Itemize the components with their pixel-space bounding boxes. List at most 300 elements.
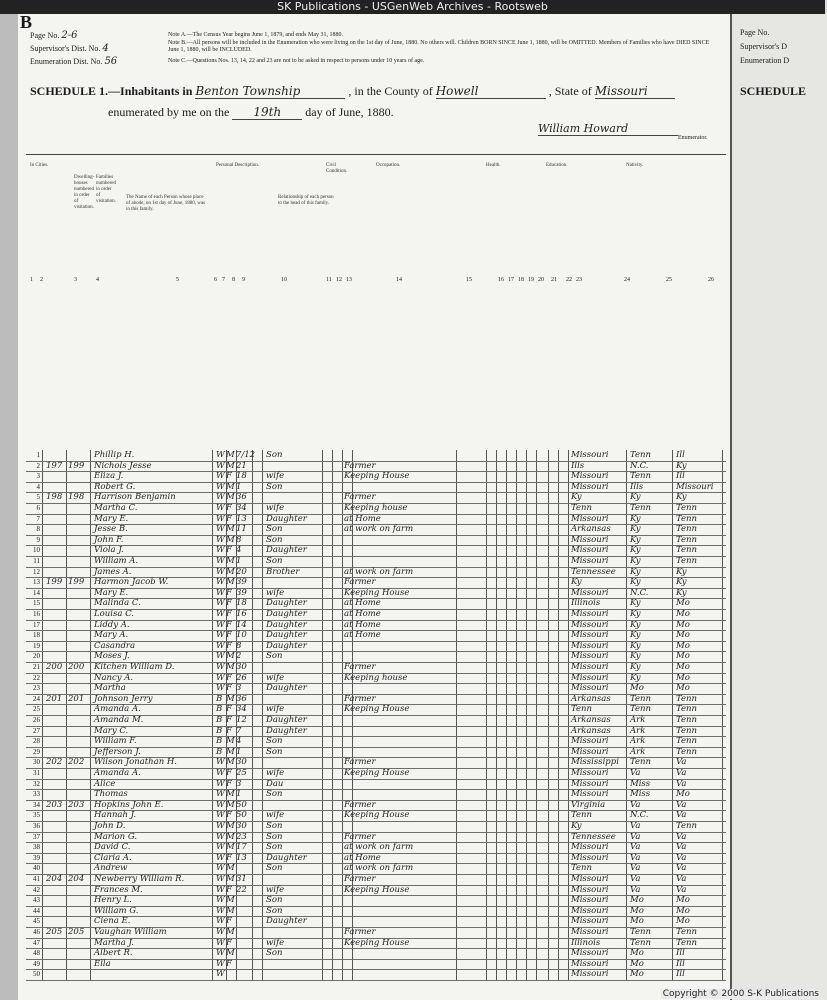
cell-bp: Tenn	[571, 863, 592, 874]
cell-bp: Illinois	[571, 937, 601, 948]
cell-mbp: Tenn	[676, 693, 697, 704]
cell-fbp: Ark	[630, 725, 646, 736]
cell-no: 6	[36, 504, 40, 512]
cell-fam: 200	[68, 662, 85, 672]
cell-no: 23	[33, 684, 40, 693]
page-no-value: 2-6	[61, 30, 78, 41]
cell-rel: Son	[266, 789, 283, 800]
adjacent-page-sliver	[730, 14, 827, 1000]
cell-fbp: Ky	[630, 651, 641, 662]
cell-bp: Missouri	[571, 587, 609, 598]
cell-s: M	[226, 842, 235, 853]
note-c: Note C.—Questions Nos. 13, 14, 22 and 23 are not to be asked in respect to persons under 10 years of age.	[168, 58, 425, 64]
cell-s: F	[226, 503, 232, 513]
cell-no: 24	[33, 694, 40, 703]
cell-bp: Missouri	[571, 746, 609, 757]
cell-s: F	[226, 545, 232, 556]
table-row	[26, 832, 726, 843]
cell-s: M	[226, 874, 235, 884]
cell-occ: Farmer	[344, 799, 376, 810]
table-row	[26, 810, 726, 821]
cell-bp: Missouri	[571, 852, 609, 863]
cell-no: 13	[33, 578, 40, 587]
cell-name: William A.	[94, 556, 139, 566]
cell-c: W	[216, 640, 225, 651]
cell-fbp: Mo	[630, 948, 644, 959]
cell-c: B	[216, 746, 223, 757]
cell-rel: Son	[266, 905, 283, 916]
cell-no: 16	[33, 610, 40, 618]
enumerator-label: Enumerator.	[678, 135, 708, 141]
cell-a: 30	[236, 662, 247, 672]
cell-bp: Missouri	[571, 948, 609, 959]
header-relationship: Relationship of each person to the head of this family.	[278, 195, 334, 206]
column-number-12: 12	[336, 277, 342, 283]
next-enumeration: Enumeration D	[740, 56, 790, 65]
cell-c: B	[216, 715, 223, 725]
table-row	[26, 736, 726, 747]
cell-bp: Tenn	[571, 810, 592, 821]
cell-s: F	[226, 715, 232, 725]
cell-mbp: Va	[676, 768, 687, 778]
cell-s: M	[226, 577, 235, 588]
column-number-22: 22	[566, 277, 572, 283]
cell-fbp: Tenn	[630, 937, 651, 948]
table-row	[26, 895, 726, 906]
cell-mbp: Tenn	[676, 534, 697, 545]
table-row	[26, 821, 726, 832]
cell-occ: Farmer	[344, 831, 376, 842]
cell-fam: 204	[68, 874, 85, 884]
cell-s: M	[226, 460, 235, 471]
cell-a: 3	[236, 683, 242, 694]
cell-fam: 199	[68, 577, 85, 588]
cell-s: F	[226, 683, 232, 694]
cell-mbp: Mo	[676, 630, 690, 641]
cell-mbp: Tenn	[676, 503, 697, 513]
cell-bp: Ky	[571, 492, 582, 503]
table-row	[26, 673, 726, 684]
cell-bp: Arkansas	[571, 524, 611, 535]
cell-occ: Farmer	[344, 874, 376, 884]
cell-fbp: Ky	[630, 545, 641, 556]
next-schedule: SCHEDULE	[740, 84, 807, 98]
cell-mbp: Va	[676, 778, 687, 789]
county-label: , in the County of	[348, 84, 433, 98]
cell-bp: Tenn	[571, 503, 592, 513]
cell-a: 12	[236, 715, 247, 725]
cell-s: F	[226, 725, 232, 736]
column-number-25: 25	[666, 277, 672, 283]
cell-c: B	[216, 736, 223, 747]
cell-name: Nancy A.	[94, 672, 134, 683]
cell-bp: Virginia	[571, 799, 606, 810]
cell-bp: Missouri	[571, 609, 609, 619]
cell-rel: wife	[266, 672, 285, 683]
cell-dw: 204	[46, 874, 63, 884]
cell-name: Frances M.	[94, 884, 143, 895]
cell-rel: Daughter	[266, 630, 307, 641]
column-number-9: 9	[242, 277, 245, 283]
cell-mbp: Mo	[676, 895, 690, 906]
cell-a: 50	[236, 799, 247, 810]
cell-no: 4	[36, 482, 40, 491]
table-row	[26, 704, 726, 715]
header-dwelling: Dwelling-houses numbered in order of visitation.	[74, 175, 95, 210]
cell-mbp: Mo	[676, 789, 690, 800]
cell-s: F	[226, 640, 232, 651]
cell-s: F	[226, 810, 232, 821]
cell-occ: at Home	[344, 619, 381, 630]
table-row	[26, 651, 726, 662]
cell-name: Wilson Jonathan H.	[94, 757, 177, 768]
column-number-3: 3	[74, 277, 77, 283]
cell-occ: Keeping House	[344, 471, 410, 482]
cell-fbp: Tenn	[630, 693, 651, 704]
cell-s: M	[226, 821, 235, 831]
cell-fbp: Va	[630, 863, 641, 874]
cell-bp: Arkansas	[571, 715, 611, 725]
cell-c: W	[216, 884, 225, 895]
cell-c: W	[216, 852, 225, 863]
column-number-24: 24	[624, 277, 630, 283]
cell-name: Mary A.	[94, 630, 129, 641]
cell-s: F	[226, 768, 232, 778]
table-row	[26, 916, 726, 927]
cell-bp: Missouri	[571, 905, 609, 916]
cell-fbp: Ky	[630, 662, 641, 672]
table-row	[26, 885, 726, 896]
cell-name: Casandra	[94, 640, 136, 651]
cell-bp: Missouri	[571, 842, 609, 853]
cell-a: 25	[236, 768, 247, 778]
note-a: Note A.—The Census Year begins June 1, 1879, and ends May 31, 1880.	[168, 32, 343, 38]
cell-name: Claria A.	[94, 852, 132, 863]
cell-no: 29	[33, 747, 40, 756]
cell-a: 13	[236, 852, 247, 863]
header-education: Education.	[546, 163, 568, 168]
cell-c: W	[216, 534, 225, 545]
cell-occ: at Home	[344, 852, 381, 863]
cell-occ: Farmer	[344, 460, 376, 471]
cell-a: 14	[236, 619, 247, 630]
cell-s: F	[226, 704, 232, 715]
cell-mbp: Tenn	[676, 937, 697, 948]
table-row	[26, 461, 726, 472]
cell-c: W	[216, 757, 225, 768]
day-label: day of June, 1880.	[305, 105, 394, 119]
cell-c: W	[216, 916, 225, 927]
cell-dw: 198	[46, 492, 63, 503]
cell-rel: Brother	[266, 566, 300, 577]
cell-rel: Daughter	[266, 725, 307, 736]
cell-c: W	[216, 587, 225, 598]
table-row	[26, 683, 726, 694]
cell-s: M	[226, 693, 235, 704]
cell-fbp: Tenn	[630, 927, 651, 937]
cell-s: F	[226, 630, 232, 641]
cell-fbp: N.C.	[630, 810, 649, 821]
cell-name: Martha J.	[94, 937, 134, 948]
cell-a: 39	[236, 587, 247, 598]
cell-no: 39	[33, 853, 40, 862]
cell-mbp: Tenn	[676, 715, 697, 725]
cell-bp: Missouri	[571, 662, 609, 672]
cell-no: 5	[36, 493, 40, 502]
cell-rel: wife	[266, 587, 285, 598]
cell-name: Alice	[94, 778, 116, 789]
header-civil: Civil Condition.	[326, 163, 348, 174]
cell-c: W	[216, 492, 225, 503]
cell-name: Eliza J.	[94, 471, 124, 482]
cell-c: W	[216, 969, 225, 980]
cell-c: W	[216, 821, 225, 831]
cell-c: W	[216, 672, 225, 683]
cell-no: 1	[36, 451, 40, 459]
cell-bp: Missouri	[571, 884, 609, 895]
cell-name: Robert G.	[94, 481, 136, 492]
cell-a: 36	[236, 492, 247, 503]
cell-fbp: Ky	[630, 534, 641, 545]
cell-bp: Missouri	[571, 651, 609, 662]
cell-mbp: Mo	[676, 609, 690, 619]
cell-a: 7/12	[236, 450, 256, 460]
cell-dw: 199	[46, 577, 63, 588]
cell-rel: wife	[266, 768, 285, 778]
cell-occ: at Home	[344, 513, 381, 524]
cell-occ: Farmer	[344, 757, 376, 768]
table-row	[26, 863, 726, 874]
cell-a: 1	[236, 746, 242, 757]
cell-no: 30	[33, 758, 40, 767]
cell-no: 25	[33, 705, 40, 714]
cell-fbp: Tenn	[630, 503, 651, 513]
cell-fbp: Mo	[630, 905, 644, 916]
cell-c: B	[216, 693, 223, 704]
cell-bp: Missouri	[571, 450, 609, 460]
cell-a: 36	[236, 693, 247, 704]
cell-c: W	[216, 651, 225, 662]
cell-s: M	[226, 450, 235, 460]
table-row	[26, 789, 726, 800]
table-row	[26, 482, 726, 493]
cell-fbp: Ark	[630, 746, 646, 757]
cell-rel: wife	[266, 704, 285, 715]
cell-occ: at work on farm	[344, 842, 414, 853]
cell-mbp: Mo	[676, 672, 690, 683]
cell-fbp: Va	[630, 852, 641, 863]
table-row	[26, 927, 726, 938]
cell-c: W	[216, 927, 225, 937]
cell-mbp: Tenn	[676, 556, 697, 566]
cell-bp: Missouri	[571, 916, 609, 927]
cell-a: 10	[236, 630, 247, 641]
cell-name: William F.	[94, 736, 137, 747]
cell-s: F	[226, 672, 232, 683]
cell-occ: at work on farm	[344, 524, 414, 535]
table-row	[26, 906, 726, 917]
table-row	[26, 715, 726, 726]
cell-mbp: Mo	[676, 619, 690, 630]
table-row	[26, 641, 726, 652]
cell-c: W	[216, 471, 225, 482]
cell-no: 11	[33, 557, 40, 565]
page-no-label: Page No.	[30, 31, 60, 40]
cell-no: 17	[33, 620, 40, 629]
cell-c: W	[216, 481, 225, 492]
cell-mbp: Tenn	[676, 725, 697, 736]
cell-c: W	[216, 619, 225, 630]
cell-occ: Keeping House	[344, 587, 410, 598]
cell-no: 50	[33, 970, 40, 979]
cell-name: Moses J.	[94, 651, 130, 662]
scan-edge	[0, 14, 18, 1000]
cell-mbp: Ill	[676, 958, 685, 969]
table-row	[26, 598, 726, 609]
cell-no: 31	[33, 769, 40, 777]
cell-rel: Son	[266, 556, 283, 566]
cell-no: 34	[33, 800, 40, 809]
cell-name: Mary C.	[94, 725, 129, 736]
cell-rel: Daughter	[266, 609, 307, 619]
cell-name: William G.	[94, 905, 139, 916]
table-row	[26, 800, 726, 811]
cell-rel: wife	[266, 884, 285, 895]
cell-bp: Arkansas	[571, 693, 611, 704]
cell-a: 1	[236, 481, 242, 492]
cell-a: 11	[236, 524, 247, 535]
cell-fbp: Ky	[630, 640, 641, 651]
cell-s: F	[226, 587, 232, 598]
header-occupation: Occupation.	[376, 163, 401, 168]
cell-fam: 205	[68, 927, 85, 937]
cell-s: M	[226, 757, 235, 768]
cell-fbp: Ark	[630, 715, 646, 725]
cell-s: M	[226, 746, 235, 757]
cell-s: F	[226, 916, 232, 927]
cell-fbp: Ky	[630, 556, 641, 566]
cell-name: Liddy A.	[94, 619, 130, 630]
table-row	[26, 853, 726, 864]
cell-mbp: Mo	[676, 598, 690, 609]
cell-no: 26	[33, 716, 40, 724]
cell-fbp: Ky	[630, 513, 641, 524]
cell-rel: Son	[266, 651, 283, 662]
table-row	[26, 726, 726, 737]
cell-mbp: Ill	[676, 948, 685, 959]
column-number-5: 5	[176, 277, 179, 283]
cell-fbp: Ills	[630, 481, 644, 492]
cell-fam: 198	[68, 492, 85, 503]
cell-mbp: Va	[676, 884, 687, 895]
table-row	[26, 630, 726, 641]
cell-name: David C.	[94, 842, 131, 853]
cell-c: W	[216, 768, 225, 778]
schedule-label: SCHEDULE 1.—Inhabitants in	[30, 84, 193, 98]
cell-bp: Missouri	[571, 513, 609, 524]
enumerated-label: enumerated by me on the	[108, 105, 230, 119]
cell-occ: at Home	[344, 630, 381, 641]
header-cities: In Cities.	[30, 163, 49, 168]
cell-mbp: Ill	[676, 969, 685, 980]
cell-c: W	[216, 799, 225, 810]
schedule-line	[30, 84, 675, 99]
cell-no: 19	[33, 641, 40, 650]
table-row	[26, 757, 726, 768]
cell-no: 45	[33, 917, 40, 926]
cell-mbp: Tenn	[676, 513, 697, 524]
cell-s: F	[226, 937, 232, 948]
cell-c: W	[216, 598, 225, 609]
cell-mbp: Mo	[676, 662, 690, 672]
cell-rel: Son	[266, 736, 283, 747]
cell-fbp: Va	[630, 831, 641, 842]
cell-rel: Daughter	[266, 513, 307, 524]
table-row	[26, 694, 726, 705]
cell-no: 18	[33, 631, 40, 640]
enum-label: Enumeration Dist. No.	[30, 57, 103, 66]
cell-occ: at Home	[344, 609, 381, 619]
cell-name: Jesse B.	[94, 524, 128, 535]
column-number-8: 8	[232, 277, 235, 283]
table-row	[26, 609, 726, 620]
cell-fbp: Ark	[630, 736, 646, 747]
table-row	[26, 471, 726, 482]
cell-no: 21	[33, 663, 40, 671]
cell-s: M	[226, 895, 235, 906]
cell-c: W	[216, 503, 225, 513]
cell-no: 28	[33, 737, 40, 746]
state-label: , State of	[548, 84, 592, 98]
cell-mbp: Tenn	[676, 545, 697, 556]
cell-s: F	[226, 958, 232, 969]
column-number-23: 23	[576, 277, 582, 283]
cell-s: F	[226, 884, 232, 895]
cell-c: W	[216, 545, 225, 556]
cell-name: Amanda A.	[94, 704, 141, 715]
column-number-1: 1	[30, 277, 33, 283]
cell-no: 20	[33, 652, 40, 661]
cell-c: W	[216, 842, 225, 853]
cell-mbp: Va	[676, 799, 687, 810]
cell-rel: wife	[266, 810, 285, 821]
cell-rel: Son	[266, 948, 283, 959]
cell-name: Phillip H.	[94, 450, 135, 460]
cell-name: Andrew	[94, 863, 128, 874]
cell-fbp: Tenn	[630, 757, 651, 768]
cell-s: M	[226, 481, 235, 492]
cell-name: Henry L.	[94, 895, 132, 906]
header-personal: Personal Description.	[216, 163, 260, 168]
header-health: Health.	[486, 163, 501, 168]
enumeration-block	[30, 56, 117, 67]
cell-occ: Keeping house	[344, 672, 408, 683]
column-number-20: 20	[538, 277, 544, 283]
cell-rel: Daughter	[266, 916, 307, 927]
cell-bp: Missouri	[571, 630, 609, 641]
cell-occ: at work on farm	[344, 566, 414, 577]
header-family: Families numbered in order of visitation.	[96, 175, 116, 204]
cell-rel: Son	[266, 450, 283, 460]
cell-bp: Missouri	[571, 778, 609, 789]
cell-fbp: Va	[630, 768, 641, 778]
cell-s: M	[226, 566, 235, 577]
cell-bp: Missouri	[571, 672, 609, 683]
cell-no: 38	[33, 843, 40, 852]
cell-fbp: Ky	[630, 598, 641, 609]
cell-c: W	[216, 577, 225, 588]
cell-a: 13	[236, 513, 247, 524]
